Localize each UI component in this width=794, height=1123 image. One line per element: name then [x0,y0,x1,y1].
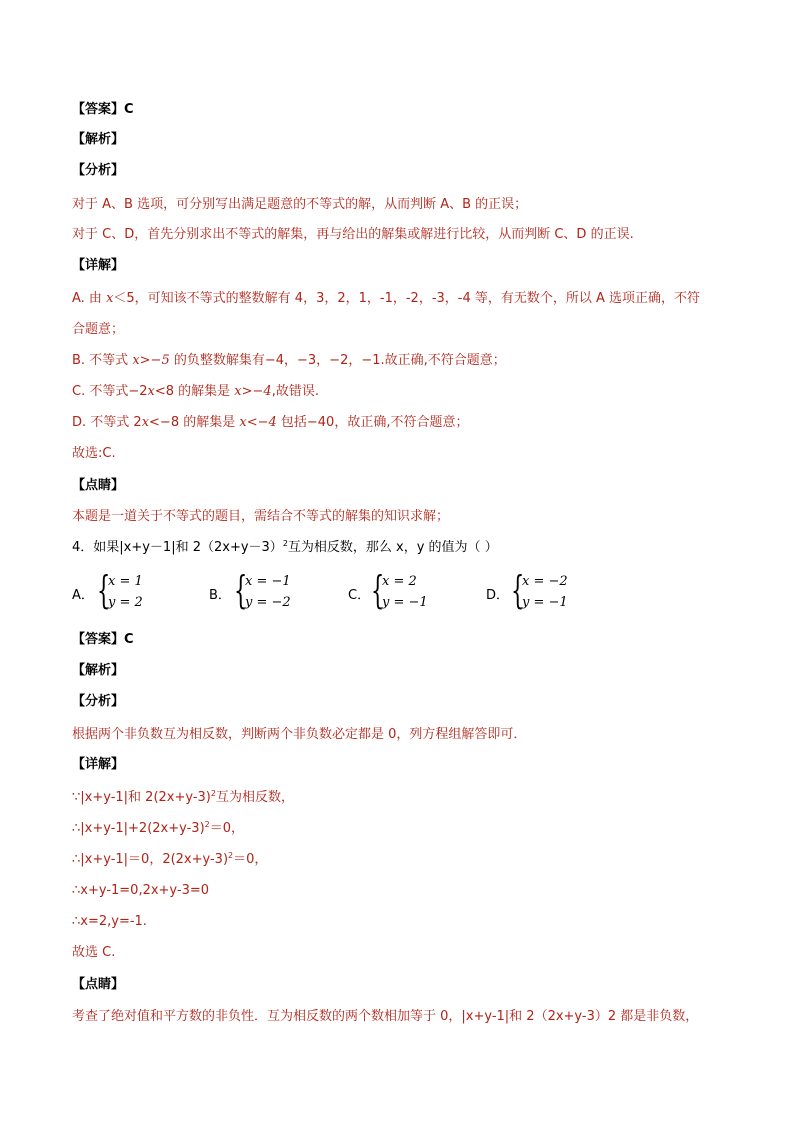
answer-line: 【答案】C [72,102,134,117]
step-1: ∵|x+y-1|和 $2(2x+y-3)^2$互为相反数， [72,789,294,805]
section-heading-jiexi-q4: 【解析】 [72,663,125,678]
analysis-text-q4: 根据两个非负数互为相反数，判断两个非负数必定都是 0，列方程组解答即可． [72,727,527,742]
section-heading-xiangjie-q4: 【详解】 [72,757,125,772]
step-5: ∴x=2,y=-1. [72,914,147,929]
section-heading-jiexi: 【解析】 [72,132,125,147]
question-stem: 4．如果|x+y－1|和 $2(2x+y-3)^2$互为相反数，那么 x，y 的值为（ ） [72,539,498,555]
analysis-line-2: 对于 C、D，首先分别求出不等式的解集，再与给出的解集或解进行比较，从而判断 C、D 的正误. [72,227,634,242]
choice-conclusion: 故选:C. [72,446,116,461]
step-3: ∴|x+y-1|＝0，$2(2x+y-3)^2=0$， [72,851,268,867]
comment-text: 本题是一道关于不等式的题目，需结合不等式的解集的知识求解； [72,509,450,524]
detail-option-d: D. 不等式 2x<−8 的解集是 x<−4 包括−40，故正确,不符合题意； [72,415,469,430]
comment-text-q4: 考查了绝对值和平方数的非负性．互为相反数的两个数相加等于 0，|x+y-1|和 2（2x+y-3）2 都是非负数， [72,1009,699,1024]
section-heading-xiangjie: 【详解】 [72,258,125,273]
step-2: $\therefore|x+y-1|+2(2x+y-3)^2=0$， [72,820,245,836]
section-heading-dianjing: 【点睛】 [72,478,125,493]
detail-option-a-line-2: 合题意； [72,322,125,337]
choice-conclusion-q4: 故选 C. [72,945,116,960]
section-heading-dianjing-q4: 【点睛】 [72,977,125,992]
section-heading-fenxi: 【分析】 [72,163,125,178]
detail-option-c: C. 不等式−2x<8 的解集是 x>−4,故错误. [72,384,319,399]
analysis-line-1: 对于 A、B 选项，可分别写出满足题意的不等式的解，从而判断 A、B 的正误； [72,197,528,212]
detail-option-a-line-1: A. 由 x＜5，可知该不等式的整数解有 4，3，2，1，-1，-2，-3，-4 等，有无数个，所以 A 选项正确，不符 [72,291,701,306]
answer-line-q4: 【答案】C [72,632,134,647]
detail-option-b: B. 不等式 x>−5 的负整数解集有−4，−3，−2，−1.故正确,不符合题意； [72,353,506,368]
section-heading-fenxi-q4: 【分析】 [72,694,125,709]
step-4: ∴x+y-1=0,2x+y-3=0 [72,883,210,898]
